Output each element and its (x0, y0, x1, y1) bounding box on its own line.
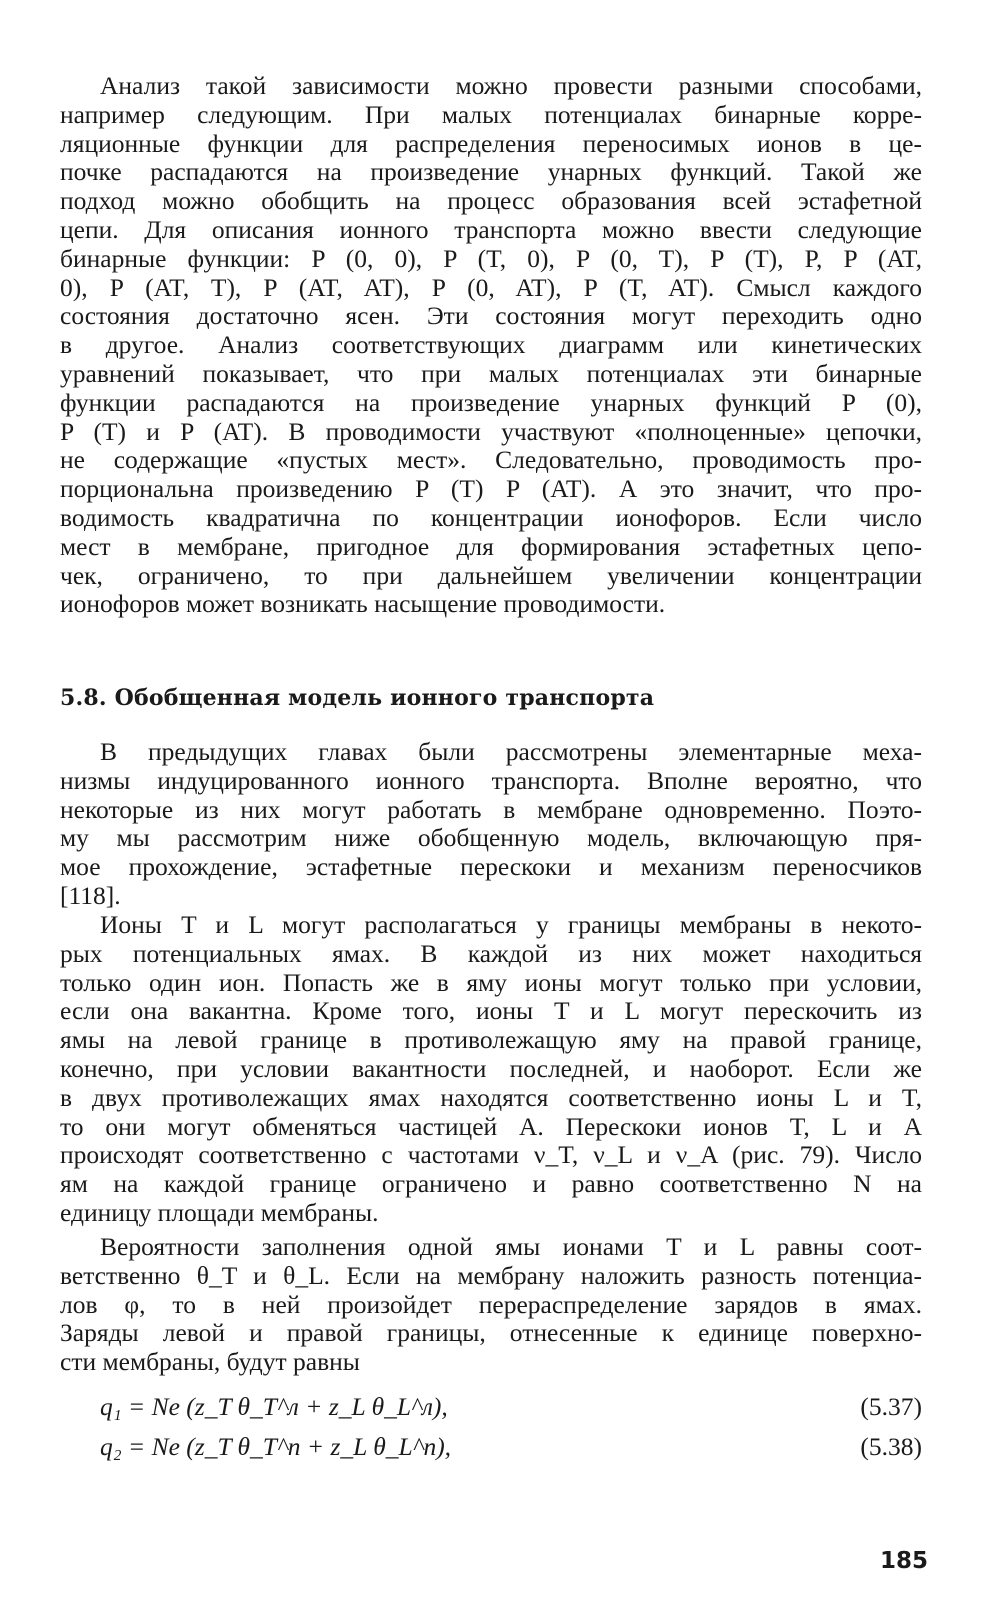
section-heading: 5.8. Обобщенная модель ионного транспорта (60, 685, 655, 711)
text-line: единицу площади мембраны. (60, 1197, 379, 1227)
paragraph-3 (60, 911, 922, 1228)
text-line: в другое. Анализ соответствующих диаграмм или кинетических (60, 330, 922, 360)
text-line: происходят соответственно с частотами ν_T, ν_L и ν_A (рис. 79). Число (60, 1140, 922, 1170)
text-line: [118]. (60, 880, 121, 910)
text-line: сти мембраны, будут равны (60, 1347, 360, 1377)
text-line: Ионы T и L могут располагаться у границы мембраны в некото- (100, 910, 922, 939)
text-line: ляционные функции для распределения переносимых ионов в це- (60, 128, 922, 158)
text-line: чек, ограничено, то при дальнейшем увеличении концентрации (60, 560, 922, 590)
text-line: водимость квадратична по концентрации ионофоров. Если число (60, 502, 922, 532)
text-line: Заряды левой и правой границы, отнесенные к единице поверхно- (60, 1318, 922, 1348)
paragraph-4 (60, 1233, 922, 1377)
text-line: В предыдущих главах были рассмотрены элементарные меха- (100, 737, 922, 766)
paragraph-2 (60, 738, 922, 911)
paragraph-1 (60, 72, 922, 619)
text-line: мое прохождение, эстафетные перескоки и механизм переносчиков (60, 852, 922, 882)
text-line: ионофоров может возникать насыщение проводимости. (60, 589, 666, 619)
text-line: Вероятности заполнения одной ямы ионами T и L равны соот- (100, 1232, 922, 1261)
equation-5-37 (100, 1392, 922, 1428)
equation-5-38 (100, 1432, 922, 1468)
text-line: рых потенциальных ямах. В каждой из них может находиться (60, 938, 922, 968)
text-line: Анализ такой зависимости можно провести разными способами, (100, 71, 922, 100)
text-line: например следующим. При малых потенциалах бинарные корре- (60, 99, 922, 129)
text-line: подход можно обобщить на процесс образования всей эстафетной (60, 186, 922, 216)
paragraph-text (60, 911, 922, 1228)
text-line: ям на каждой границе ограничено и равно соответственно N на (60, 1169, 922, 1199)
text-line: цепи. Для описания ионного транспорта можно ввести следующие (60, 214, 922, 244)
text-line: лов φ, то в ней произойдет перераспределение зарядов в ямах. (60, 1289, 922, 1319)
text-line: в двух противолежащих ямах находятся соответственно ионы L и T, (60, 1082, 922, 1112)
text-line: если она вакантна. Кроме того, ионы T и L могут перескочить из (60, 996, 922, 1026)
text-line: низмы индуцированного ионного транспорта. Вполне вероятно, что (60, 765, 922, 795)
equation-number: (5.37) (860, 1392, 922, 1421)
text-line: бинарные функции: P (0, 0), P (T, 0), P (0, T), P (T), P, P (AT, (60, 243, 922, 273)
paragraph-text (60, 738, 922, 911)
section-heading-block (60, 685, 922, 711)
paragraph-text (60, 72, 922, 619)
text-line: некоторые из них могут работать в мембране одновременно. Поэто- (60, 794, 922, 824)
text-line: 0), P (AT, T), P (AT, AT), P (0, AT), P (T, AT). Смысл каждого (60, 272, 922, 302)
page-number: 185 (880, 1548, 929, 1574)
text-line: ветственно θ_T и θ_L. Если на мембрану наложить разность потенциа- (60, 1260, 922, 1290)
equation-formula: q₂ = Ne (z_T θ_T^п + z_L θ_L^п), (100, 1432, 452, 1461)
text-line: P (T) и P (AT). В проводимости участвуют «полноценные» цепочки, (60, 416, 922, 446)
text-line: состояния достаточно ясен. Эти состояния могут переходить одно (60, 301, 922, 331)
text-line: му мы рассмотрим ниже обобщенную модель, включающую пря- (60, 823, 922, 853)
equation-number: (5.38) (860, 1432, 922, 1461)
text-line: порциональна произведению P (T) P (AT). А это значит, что про- (60, 474, 922, 504)
text-line: функции распадаются на произведение унарных функций P (0), (60, 387, 922, 417)
text-line: конечно, при условии вакантности последней, и наоборот. Если же (60, 1053, 922, 1083)
text-line: мест в мембране, пригодное для формирования эстафетных цепо- (60, 531, 922, 561)
equation-formula: q₁ = Ne (z_T θ_T^л + z_L θ_L^л), (100, 1392, 448, 1421)
paragraph-text (60, 1233, 922, 1377)
text-line: уравнений показывает, что при малых потенциалах эти бинарные (60, 358, 922, 388)
text-line: то они могут обменяться частицей A. Перескоки ионов T, L и A (60, 1111, 922, 1141)
text-line: только один ион. Попасть же в яму ионы могут только при условии, (60, 967, 922, 997)
text-line: ямы на левой границе в противолежащую яму на правой границе, (60, 1025, 922, 1055)
text-line: не содержащие «пустых мест». Следовательно, проводимость про- (60, 445, 922, 475)
text-line: почке распадаются на произведение унарных функций. Такой же (60, 157, 922, 187)
